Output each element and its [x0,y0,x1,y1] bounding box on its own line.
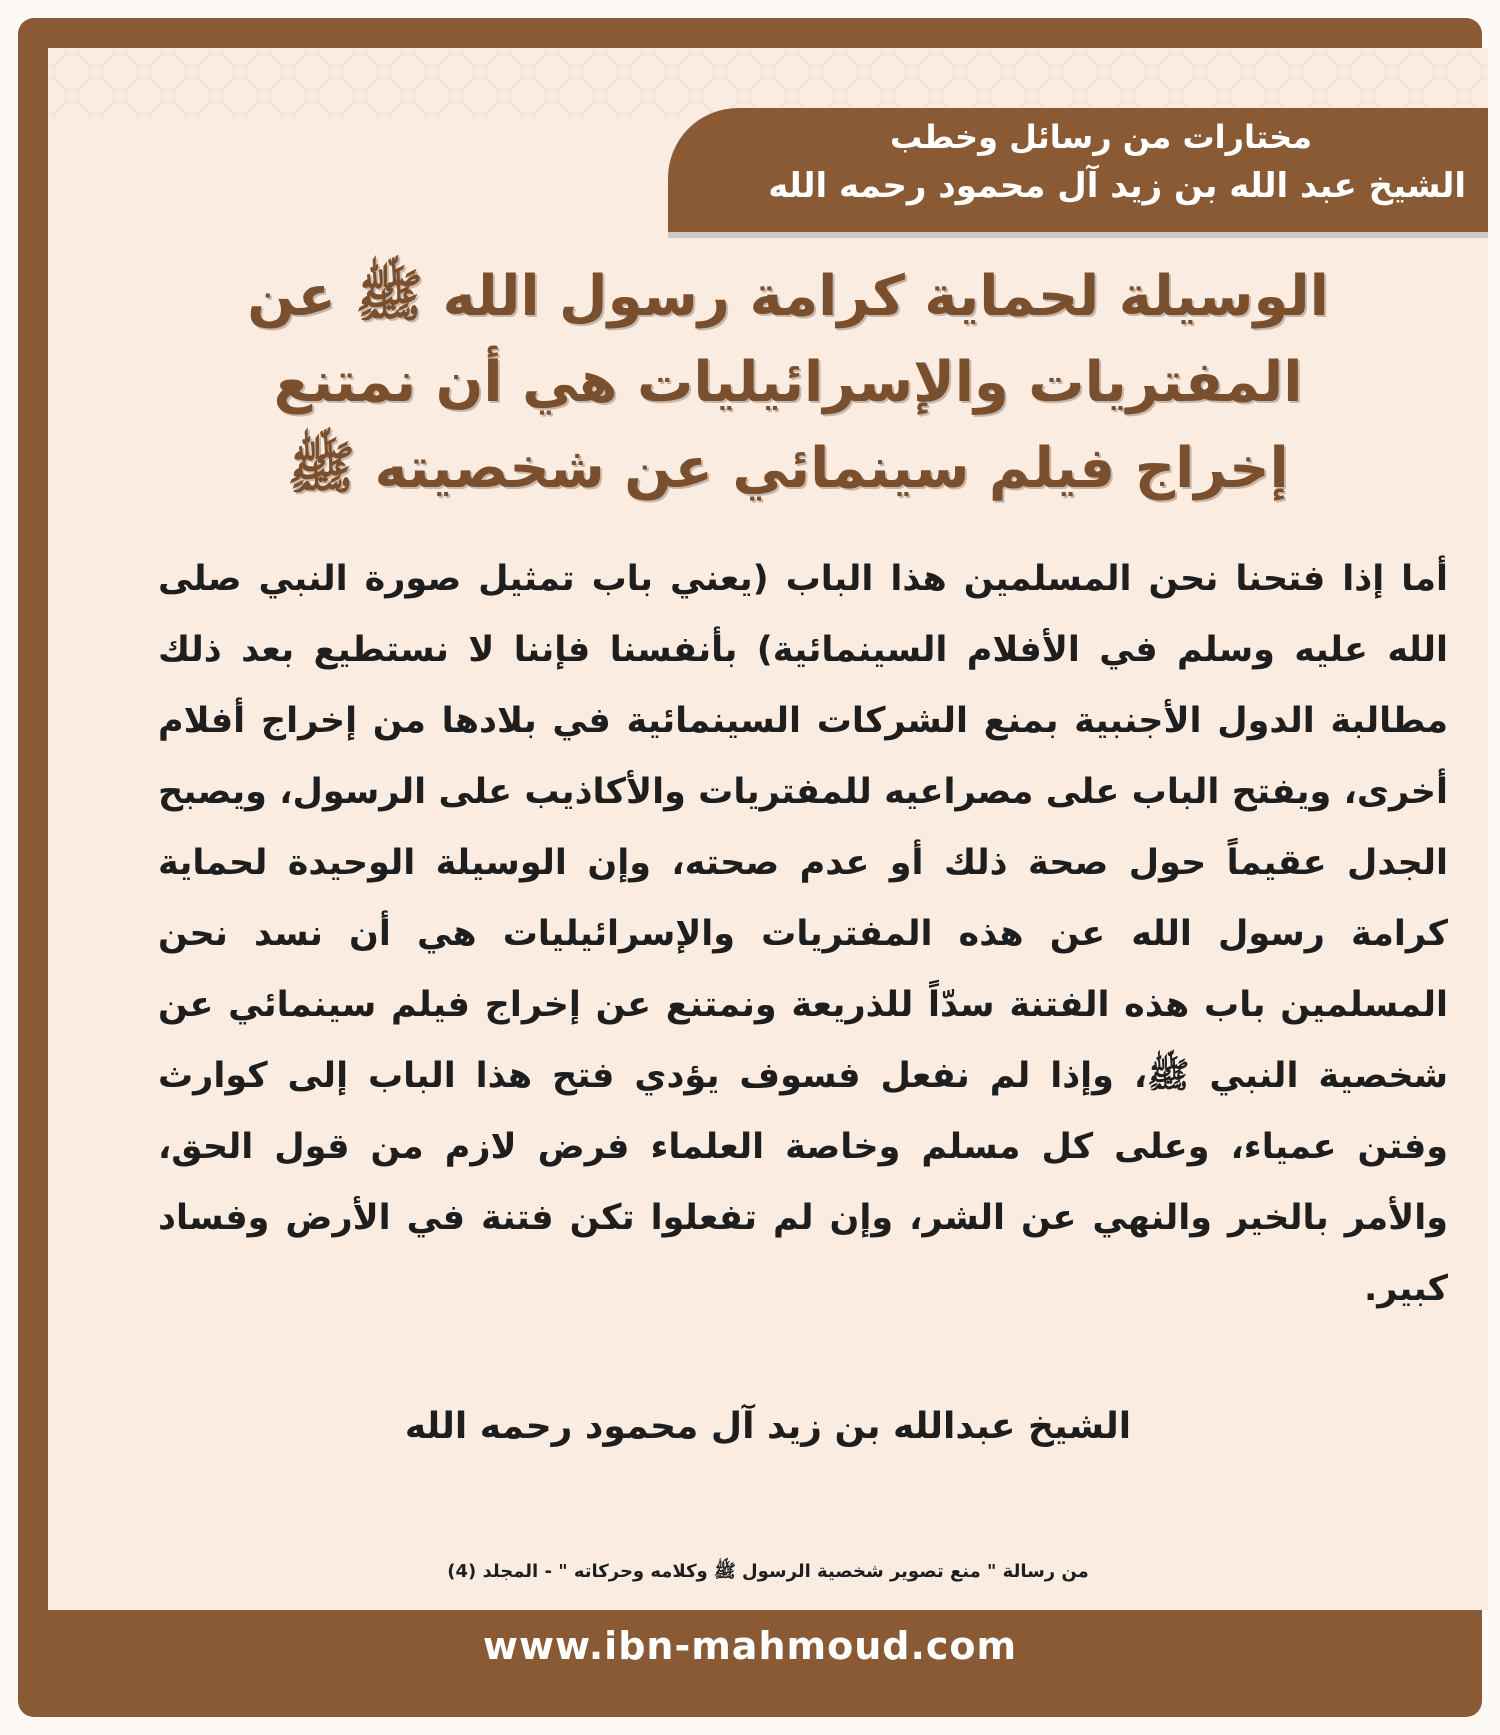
banner-subtitle: مختارات من رسائل وخطب [889,118,1312,156]
content-panel [48,48,1488,1610]
website-link[interactable]: www.ibn-mahmoud.com [482,1624,1018,1668]
source-citation: من رسالة " منع تصوير شخصية الرسول ﷺ وكلامه وحركاته " - المجلد (4) [447,1561,1089,1582]
page-frame [18,18,1482,1717]
banner-author: الشيخ عبد الله بن زيد آل محمود رحمه الله [768,166,1466,206]
page-title: الوسيلة لحماية كرامة رسول الله ﷺ عن المفتريات والإسرائيليات هي أن نمتنع إخراج فيلم سينمائي عن شخصيته ﷺ [247,264,1329,501]
body-paragraph: أما إذا فتحنا نحن المسلمين هذا الباب (يعني باب تمثيل صورة النبي صلى الله عليه وسلم في الأفلام السينمائية) بأنفسنا فإننا لا نستطيع بعد ذلك مطالبة الدول الأجنبية بمنع الشركات السينمائية في بلادها من إخراج أفلام أخرى، ويفتح الباب على مصراعيه للمفتريات والأكاذيب على الرسول، ويصبح الجدل عقيماً حول صحة ذلك أو عدم صحته، وإن الوسيلة الوحيدة لحماية كرامة رسول الله عن هذه المفتريات والإسرائيليات هي أن نسد نحن المسلمين باب هذه الفتنة سدّاً للذريعة ونمتنع عن إخراج فيلم سينمائي عن شخصية النبي ﷺ، وإذا لم نفعل فسوف يؤدي فتح هذا الباب إلى كوارث وفتن عمياء، وعلى كل مسلم وخاصة العلماء فرض لازم من قول الحق، والأمر بالخير والنهي عن الشر، وإن لم تفعلوا تكن فتنة في الأرض وفساد كبير. [158,559,1448,1309]
header-banner [668,108,1488,232]
author-signature: الشيخ عبدالله بن زيد آل محمود رحمه الله [404,1406,1132,1447]
